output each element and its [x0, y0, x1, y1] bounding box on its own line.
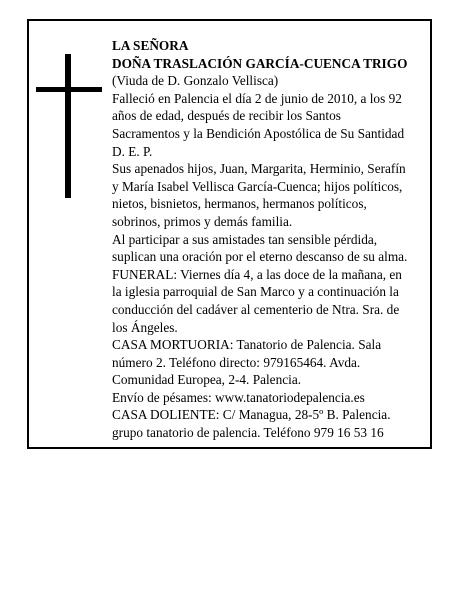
request-line-1: Al participar a sus amistades tan sensible pérdida, — [112, 231, 378, 247]
request-line-2: suplican una oración por el eterno descanso de su alma. — [112, 249, 408, 265]
mortuary-line-1: CASA MORTUORIA: Tanatorio de Palencia. Sala — [112, 337, 382, 353]
deceased-name: DOÑA TRASLACIÓN GARCÍA-CUENCA TRIGO — [112, 55, 408, 71]
funeral-line-2: la iglesia parroquial de San Marco y a continuación la — [112, 284, 399, 300]
family-line-3: nietos, bisnietos, hermanos, hermanos políticos, — [112, 196, 367, 212]
family-line-2: y María Isabel Vellisca García-Cuenca; hijos políticos, — [112, 178, 403, 194]
cross-icon — [36, 54, 102, 198]
mortuary-line-2: número 2. Teléfono directo: 979165464. Avda. — [112, 354, 361, 370]
mourning-house-line: CASA DOLIENTE: C/ Managua, 28-5º B. Palencia. — [112, 407, 391, 423]
cross-horizontal-bar — [36, 87, 102, 92]
funeral-line-1: FUNERAL: Viernes día 4, a las doce de la mañana, en — [112, 266, 402, 282]
funeral-line-4: los Ángeles. — [112, 319, 178, 335]
family-line-4: sobrinos, primos y demás familia. — [112, 213, 293, 229]
death-line-3: Sacramentos y la Bendición Apostólica de Su Santidad — [112, 125, 405, 141]
mortuary-line-3: Comunidad Europea, 2-4. Palencia. — [112, 372, 302, 388]
rip-line: D. E. P. — [112, 143, 153, 159]
death-line-1: Falleció en Palencia el día 2 de junio de 2010, a los 92 — [112, 90, 402, 106]
title-line: LA SEÑORA — [112, 38, 189, 53]
funeral-line-3: conducción del cadáver al cementerio de Ntra. Sra. de — [112, 301, 400, 317]
widow-line: (Viuda de D. Gonzalo Vellisca) — [112, 73, 279, 89]
death-line-2: años de edad, después de recibir los Santos — [112, 108, 341, 124]
condolences-line: Envío de pésames: www.tanatoriodepalencia.es — [112, 389, 365, 405]
family-line-1: Sus apenados hijos, Juan, Margarita, Herminio, Serafín — [112, 161, 406, 177]
cross-vertical-bar — [65, 54, 71, 198]
contact-line: grupo tanatorio de palencia. Teléfono 979 16 53 16 — [112, 425, 384, 441]
notice-text — [112, 37, 422, 442]
